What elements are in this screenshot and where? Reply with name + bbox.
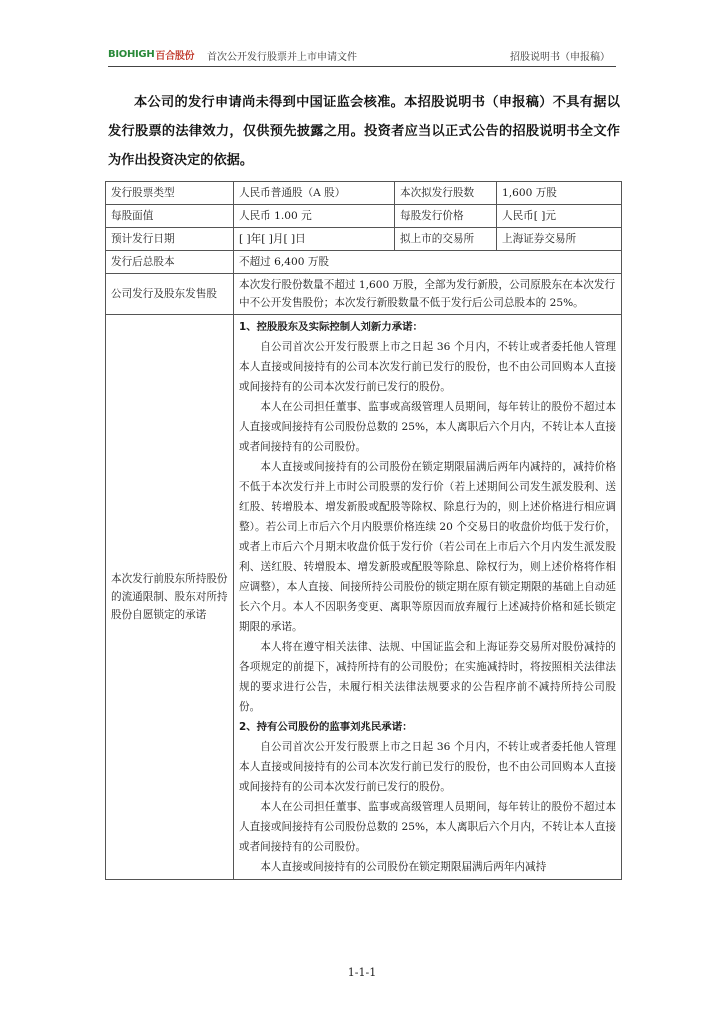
- issue-date-value: [ ]年[ ]月[ ]日: [234, 228, 395, 251]
- par-value-value: 人民币 1.00 元: [234, 205, 395, 228]
- issue-price-label: 每股发行价格: [395, 205, 497, 228]
- table-row: [106, 228, 622, 251]
- page-number: 1-1-1: [347, 966, 377, 979]
- table-row: [106, 182, 622, 205]
- company-logo: [108, 47, 194, 61]
- commitment-2-paragraph: 自公司首次公开发行股票上市之日起 36 个月内，不转让或者委托他人管理本人直接或间接持有的公司本次发行前已发行的股份，也不由公司回购本人直接或间接持有的公司本次发行前已发行的股份。: [239, 741, 616, 793]
- page-header: [108, 44, 616, 67]
- commitment-1-paragraph: 本人直接或间接持有的公司股份在锁定期限届满后两年内减持的，减持价格不低于本次发行并上市时公司股票的发行价（若上述期间公司发生派发股利、送红股、转增股本、增发新股或配股等除权、除息行为的，则上述价格进行相应调整）。若公司上市后六个月内股票价格连续 20 个交易日的收盘价均低于发行价，或者上市后六个月期末收盘价低于发行价（若公司在上市后六个月内发生派发股利、送红股、转增股本、增发新股或配股等除息、除权行为，则上述价格将作相应调整），本人直接、间接所持公司股份的锁定期在原有锁定期限的基础上自动延长六个月。本人不因职务变更、离职等原因而放弃履行上述减持价格和延长锁定期限的承诺。: [239, 461, 616, 633]
- regulatory-notice: 本公司的发行申请尚未得到中国证监会核准。本招股说明书（申报稿）不具有据以发行股票的法律效力，仅供预先披露之用。投资者应当以正式公告的招股说明书全文作为作出投资决定的依据。: [108, 95, 620, 168]
- issue-date-label: 预计发行日期: [106, 228, 234, 251]
- table-row: [106, 251, 622, 274]
- commitment-1-paragraph: 本人将在遵守相关法律、法规、中国证监会和上海证券交易所对股份减持的各项规定的前提下，减持所持有的公司股份；在实施减持时，将按照相关法律法规的要求进行公告，未履行相关法律法规要求的公告程序前不减持所持公司股份。: [239, 641, 616, 713]
- commitment-2-paragraph: 本人直接或间接持有的公司股份在锁定期限届满后两年内减持: [260, 861, 547, 873]
- header-document-title: 首次公开发行股票并上市申请文件: [207, 52, 357, 63]
- logo-chinese: 百合股份: [155, 50, 195, 62]
- table-row: [106, 205, 622, 228]
- commitment-2-paragraph: 本人在公司担任董事、监事或高级管理人员期间，每年转让的股份不超过本人直接或间接持有公司股份总数的 25%，本人离职后六个月内，不转让本人直接或者间接持有的公司股份。: [239, 801, 616, 853]
- lockup-commitments: [234, 315, 622, 880]
- commitment-1-paragraph: 自公司首次公开发行股票上市之日起 36 个月内，不转让或者委托他人管理本人直接或间接持有的公司本次发行前已发行的股份，也不由公司回购本人直接或间接持有的公司本次发行前已发行的股份。: [239, 341, 616, 393]
- commitment-2-title: 2、持有公司股份的监事刘兆民承诺：: [239, 721, 413, 733]
- table-row: [106, 315, 622, 880]
- par-value-label: 每股面值: [106, 205, 234, 228]
- issue-shares-label: 本次拟发行股数: [395, 182, 497, 205]
- lockup-label: 本次发行前股东所持股份的流通限制、股东对所持股份自愿锁定的承诺: [106, 315, 234, 880]
- share-sale-value: 本次发行股份数量不超过 1,600 万股，全部为发行新股，公司原股东在本次发行中不公开发售股份；本次发行新股数量不低于发行后公司总股本的 25%。: [234, 274, 622, 315]
- logo-english: BIOHIGH: [108, 48, 155, 60]
- header-prospectus-label: 招股说明书（申报稿）: [510, 52, 610, 63]
- table-row: [106, 274, 622, 315]
- issue-price-value: 人民币[ ]元: [497, 205, 622, 228]
- stock-type-label: 发行股票类型: [106, 182, 234, 205]
- share-sale-label: 公司发行及股东发售股: [106, 274, 234, 315]
- exchange-value: 上海证券交易所: [497, 228, 622, 251]
- commitment-1-title: 1、控股股东及实际控制人刘新力承诺：: [239, 321, 423, 333]
- total-shares-value: 不超过 6,400 万股: [234, 251, 622, 274]
- total-shares-label: 发行后总股本: [106, 251, 234, 274]
- commitment-1-paragraph: 本人在公司担任董事、监事或高级管理人员期间，每年转让的股份不超过本人直接或间接持有公司股份总数的 25%，本人离职后六个月内，不转让本人直接或者间接持有的公司股份。: [239, 401, 616, 453]
- stock-type-value: 人民币普通股（A 股）: [234, 182, 395, 205]
- exchange-label: 拟上市的交易所: [395, 228, 497, 251]
- issue-shares-value: 1,600 万股: [497, 182, 622, 205]
- offering-info-table: [105, 181, 622, 880]
